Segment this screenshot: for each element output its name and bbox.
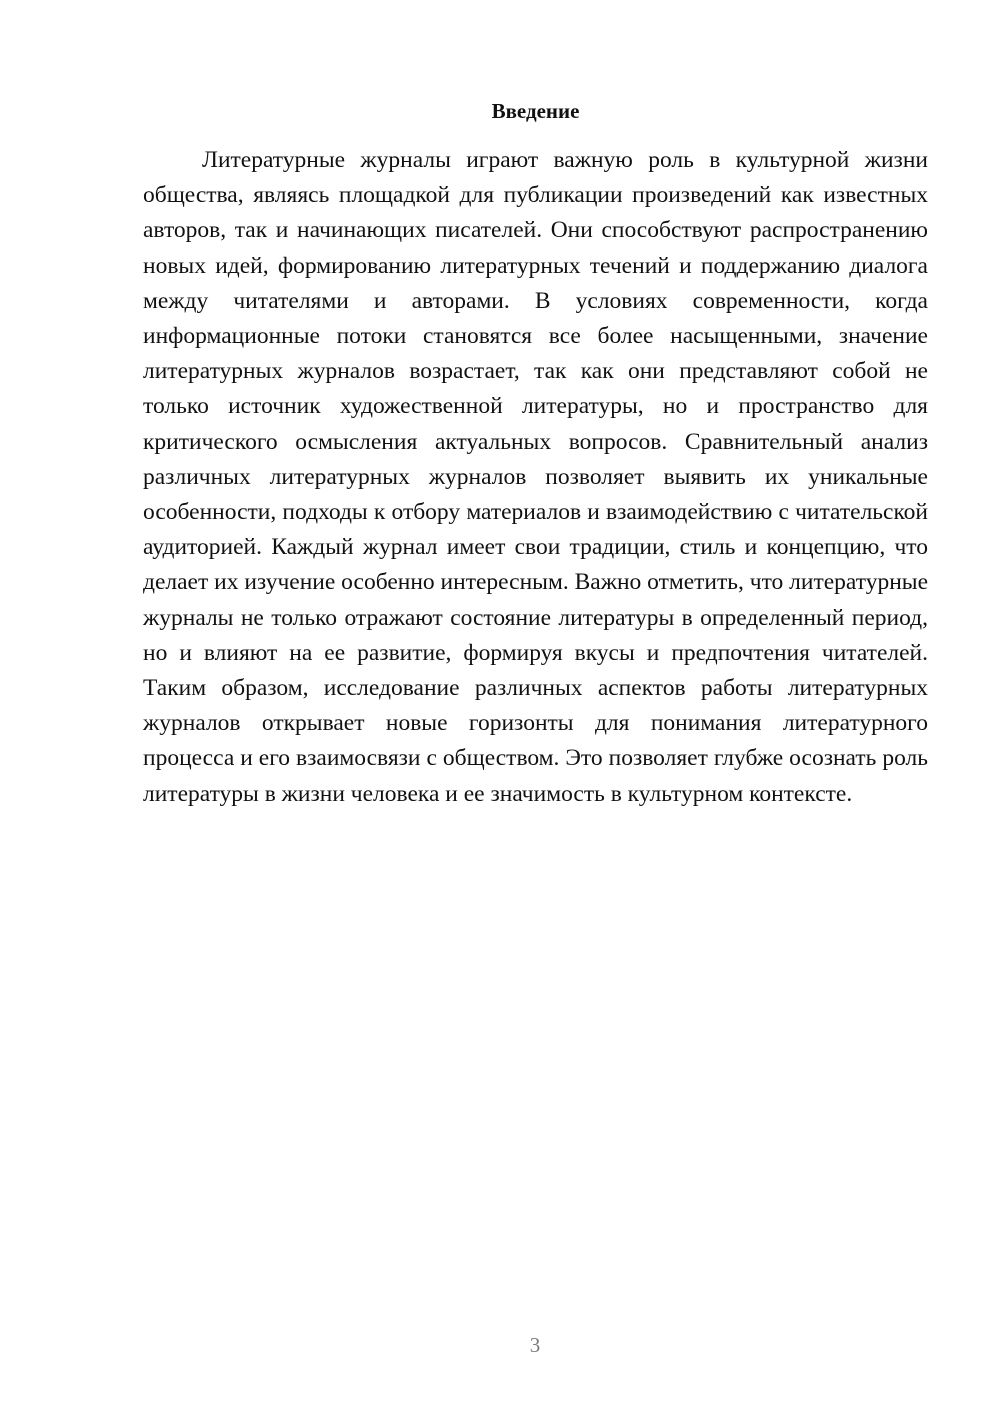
intro-paragraph: Литературные журналы играют важную роль в культурной жизни общества, являясь площадкой для публикации произведений как известных авторов, так и начинающих писателей. Они способствуют распространению новых идей, формированию литературных течений и поддержанию диалога между читателями и авторами. В условиях современности, когда информационные потоки становятся все более насыщенными, значение литературных журналов возрастает, так как они представляют собой не только источник художественной литературы, но и пространство для критического осмысления актуальных вопросов. Сравнительный анализ различных литературных журналов позволяет выявить их уникальные особенности, подходы к отбору материалов и взаимодействию с читательской аудиторией. Каждый журнал имеет свои традиции, стиль и концепцию, что делает их изучение особенно интересным. Важно отметить, что литературные журналы не только отражают состояние литературы в определенный период, но и влияют на ее развитие, формируя вкусы и предпочтения читателей. Таким образом, исследование различных аспектов работы литературных журналов открывает новые горизонты для понимания литературного процесса и его взаимосвязи с обществом. Это позволяет глубже осознать роль литературы в жизни человека и ее значимость в культурном контексте. <box>143 147 928 807</box>
page-number: 3 <box>529 1333 541 1357</box>
page-title: Введение <box>491 99 580 123</box>
